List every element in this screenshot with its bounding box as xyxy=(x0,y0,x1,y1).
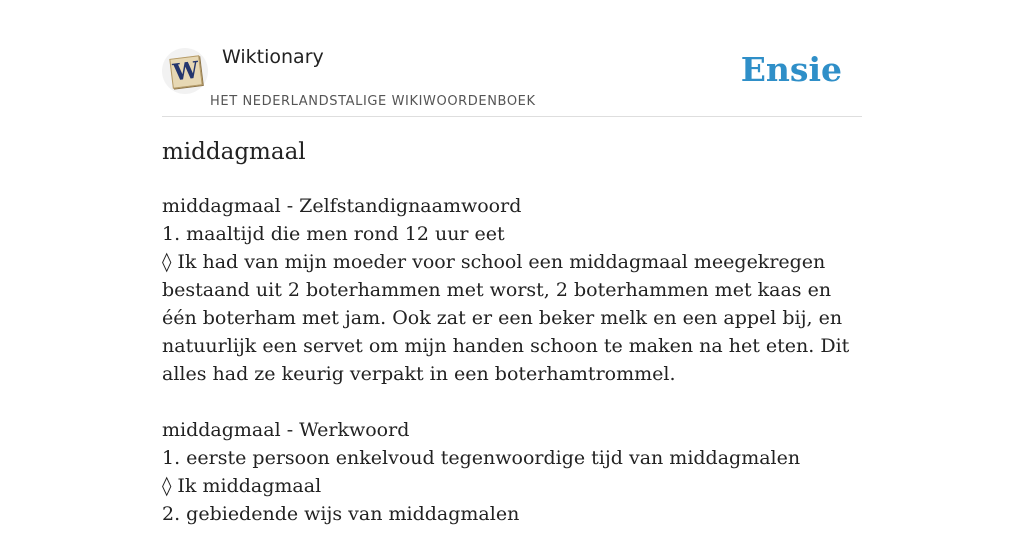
entry-example: ◊ Ik middagmaal xyxy=(162,475,322,497)
entry-definition: 2. gebiedende wijs van middagmalen xyxy=(162,503,520,525)
entry-heading: middagmaal - Werkwoord xyxy=(162,419,410,441)
entry-example: ◊ Ik had van mijn moeder voor school een middagmaal meegekregen bestaand uit 2 boterhammen met worst, 2 boterhammen met kaas en één boterham met jam. Ook zat er een beker melk en een appel bij, en natuurlijk een servet om mijn handen schoon te maken na het eten. Dit alles had ze keurig verpakt in een boterhamtrommel. xyxy=(162,251,850,385)
entry-definition: 1. maaltijd die men rond 12 uur eet xyxy=(162,223,505,245)
wiktionary-logo-tile: W xyxy=(169,55,202,88)
entry-definition: 1. eerste persoon enkelvoud tegenwoordige tijd van middagmalen xyxy=(162,447,801,469)
site-header xyxy=(162,40,862,117)
site-subtitle: HET NEDERLANDSTALIGE WIKIWOORDENBOEK xyxy=(210,94,536,109)
definition-content xyxy=(162,192,862,556)
entry-heading: middagmaal - Zelfstandignaamwoord xyxy=(162,195,522,217)
page-title: middagmaal xyxy=(162,139,306,165)
verb-entry xyxy=(162,416,862,528)
noun-entry xyxy=(162,192,862,388)
wiktionary-logo[interactable] xyxy=(162,48,208,94)
ensie-brand-link[interactable]: Ensie xyxy=(740,50,842,89)
site-name[interactable]: Wiktionary xyxy=(222,46,324,68)
